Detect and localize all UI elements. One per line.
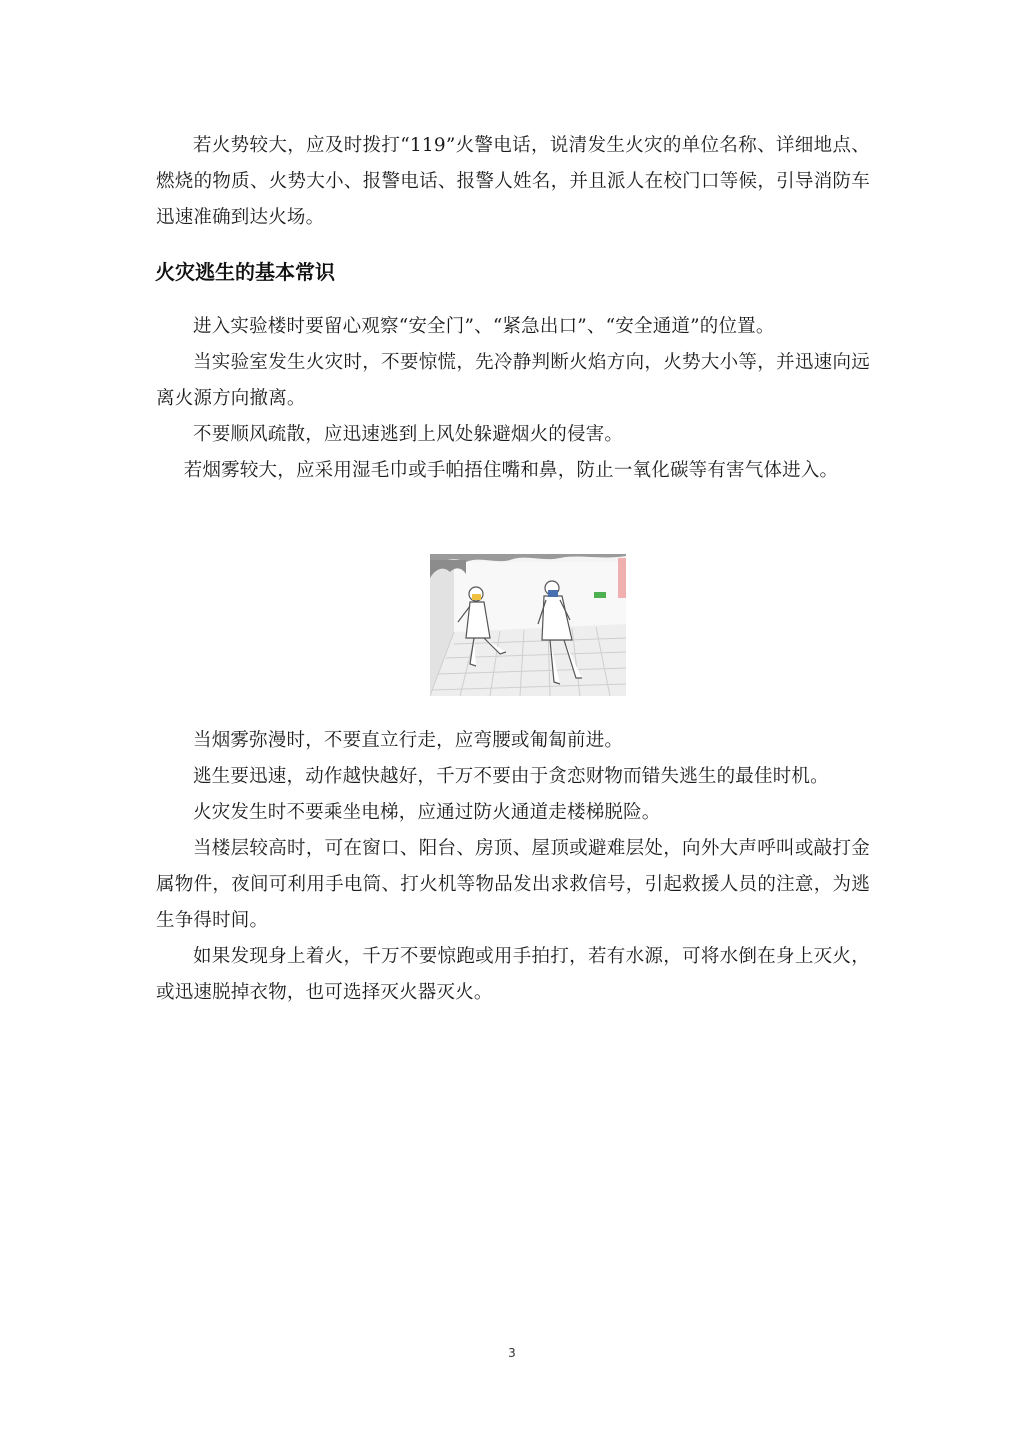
paragraph-crawl: 当烟雾弥漫时，不要直立行走，应弯腰或匍匐前进。 [193,730,624,751]
escape-basics-section [156,309,870,489]
section-heading: 火灾逃生的基本常识 [155,260,335,284]
paragraph-clothes-on-fire: 如果发现身上着火，千万不要惊跑或用手拍打，若有水源，可将水倒在身上灭火，或迅速脱掉衣物，也可选择灭火器灭火。 [156,946,870,1003]
escape-tips-section [156,723,870,1011]
paragraph-signal-rescue: 当楼层较高时，可在窗口、阳台、房顶、屋顶或避难层处，向外大声呼叫或敲打金属物件，夜间可利用手电筒、打火机等物品发出求救信号，引起救援人员的注意，为逃生争得时间。 [156,838,870,931]
intro-section [156,128,870,236]
paragraph-fire-alarm: 若火势较大，应及时拨打“119”火警电话，说清发生火灾的单位名称、详细地点、燃烧的物质、火势大小、报警电话、报警人姓名，并且派人在校门口等候，引导消防车迅速准确到达火场。 [156,135,870,228]
paragraph-no-elevator: 火灾发生时不要乘坐电梯，应通过防火通道走楼梯脱险。 [193,802,661,823]
paragraph-observe-exits: 进入实验楼时要留心观察“安全门”、“紧急出口”、“安全通道”的位置。 [193,316,775,337]
paragraph-move-fast: 逃生要迅速，动作越快越好，千万不要由于贪恋财物而错失逃生的最佳时机。 [193,766,829,787]
smoke-escape-illustration [430,554,626,696]
page-number: 3 [508,1346,516,1360]
paragraph-upwind: 不要顺风疏散，应迅速逃到上风处躲避烟火的侵害。 [193,424,624,445]
paragraph-wet-towel: 若烟雾较大，应采用湿毛巾或手帕捂住嘴和鼻，防止一氧化碳等有害气体进入。 [183,460,839,481]
paragraph-stay-calm: 当实验室发生火灾时，不要惊慌，先冷静判断火焰方向，火势大小等，并迅速向远离火源方向撤离。 [156,352,870,409]
